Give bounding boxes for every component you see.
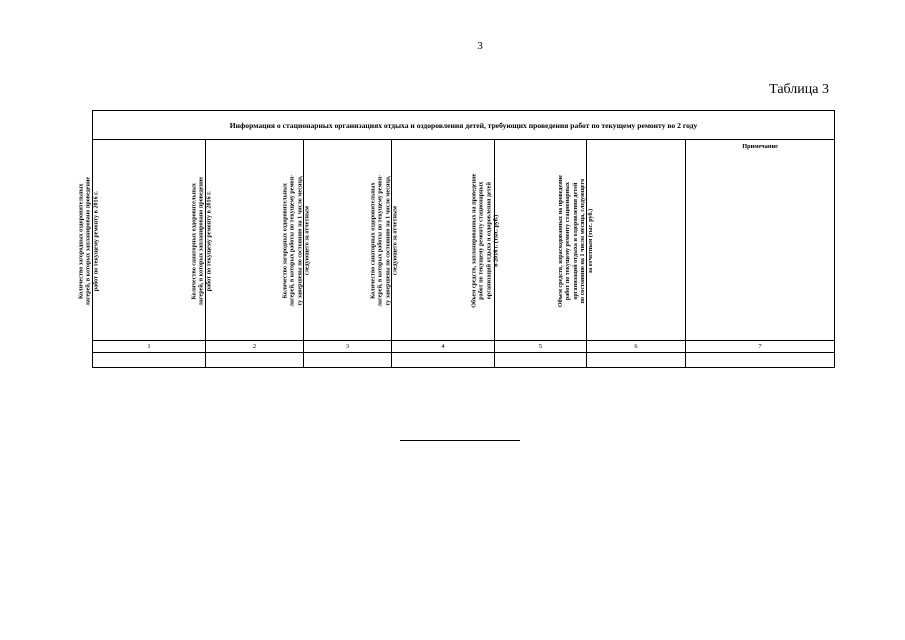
page-number: 3 <box>477 40 483 52</box>
column-number: 4 <box>392 341 495 353</box>
column-number: 5 <box>495 341 587 353</box>
data-cell <box>93 353 206 368</box>
column-number: 2 <box>206 341 304 353</box>
data-cell <box>587 353 686 368</box>
data-cell <box>495 353 587 368</box>
data-cell <box>304 353 392 368</box>
data-row-empty <box>93 353 835 368</box>
report-table <box>78 110 835 368</box>
table-title: Информация о стационарных организациях отдыха и оздоровления детей, требующих проведения работ по текущему ремонту во 2 году <box>93 111 835 140</box>
header-text-1: Количество загородных оздоровительных лагерей, в которых запланировано проведение работ по текущему ремонту в 2016 г. <box>78 176 100 306</box>
header-text-4: Количество санаторных оздоровительных лагерей, в которых работы по текущему ремон- ту завершены по состоянию на 1 число месяца, следующего за отчетным <box>370 175 399 307</box>
header-text-5: Объем средств, запланированных на проведение работ по текущему ремонту стационарных организаций отдыха и оздоровления детей в 2016 г. (тыс. руб.) <box>471 173 500 309</box>
note-header: Примечание <box>742 143 778 150</box>
data-cell <box>206 353 304 368</box>
column-number: 6 <box>587 341 686 353</box>
table-title-row <box>93 111 835 140</box>
column-number: 7 <box>686 341 835 353</box>
header-text-6: Объем средств, израсходованных на проведение работ по текущему ремонту стационарных организаций отдыха и оздоровления детей по состоянию на 1 число месяца, следующего за отчетным (тыс. руб.) <box>557 174 594 308</box>
header-text-2: Количество санаторных оздоровительных лагерей, в которых запланировано проведение работ по текущему ремонту в 2016 г. <box>191 176 213 306</box>
data-cell <box>686 353 835 368</box>
table-header-row <box>93 140 835 341</box>
table-label: Таблица 3 <box>769 82 829 97</box>
header-cell-6 <box>557 140 686 341</box>
footnote-separator-line <box>400 440 520 441</box>
column-number: 3 <box>304 341 392 353</box>
header-cell-1 <box>78 140 206 341</box>
data-cell <box>392 353 495 368</box>
column-number-row <box>93 341 835 353</box>
header-cell-note <box>686 140 835 341</box>
header-text-3: Количество загородных оздоровительных лагерей, в которых работы по текущему ремон- ту завершены по состоянию на 1 число месяца, следующего за отчетным <box>282 175 311 307</box>
column-number: 1 <box>93 341 206 353</box>
